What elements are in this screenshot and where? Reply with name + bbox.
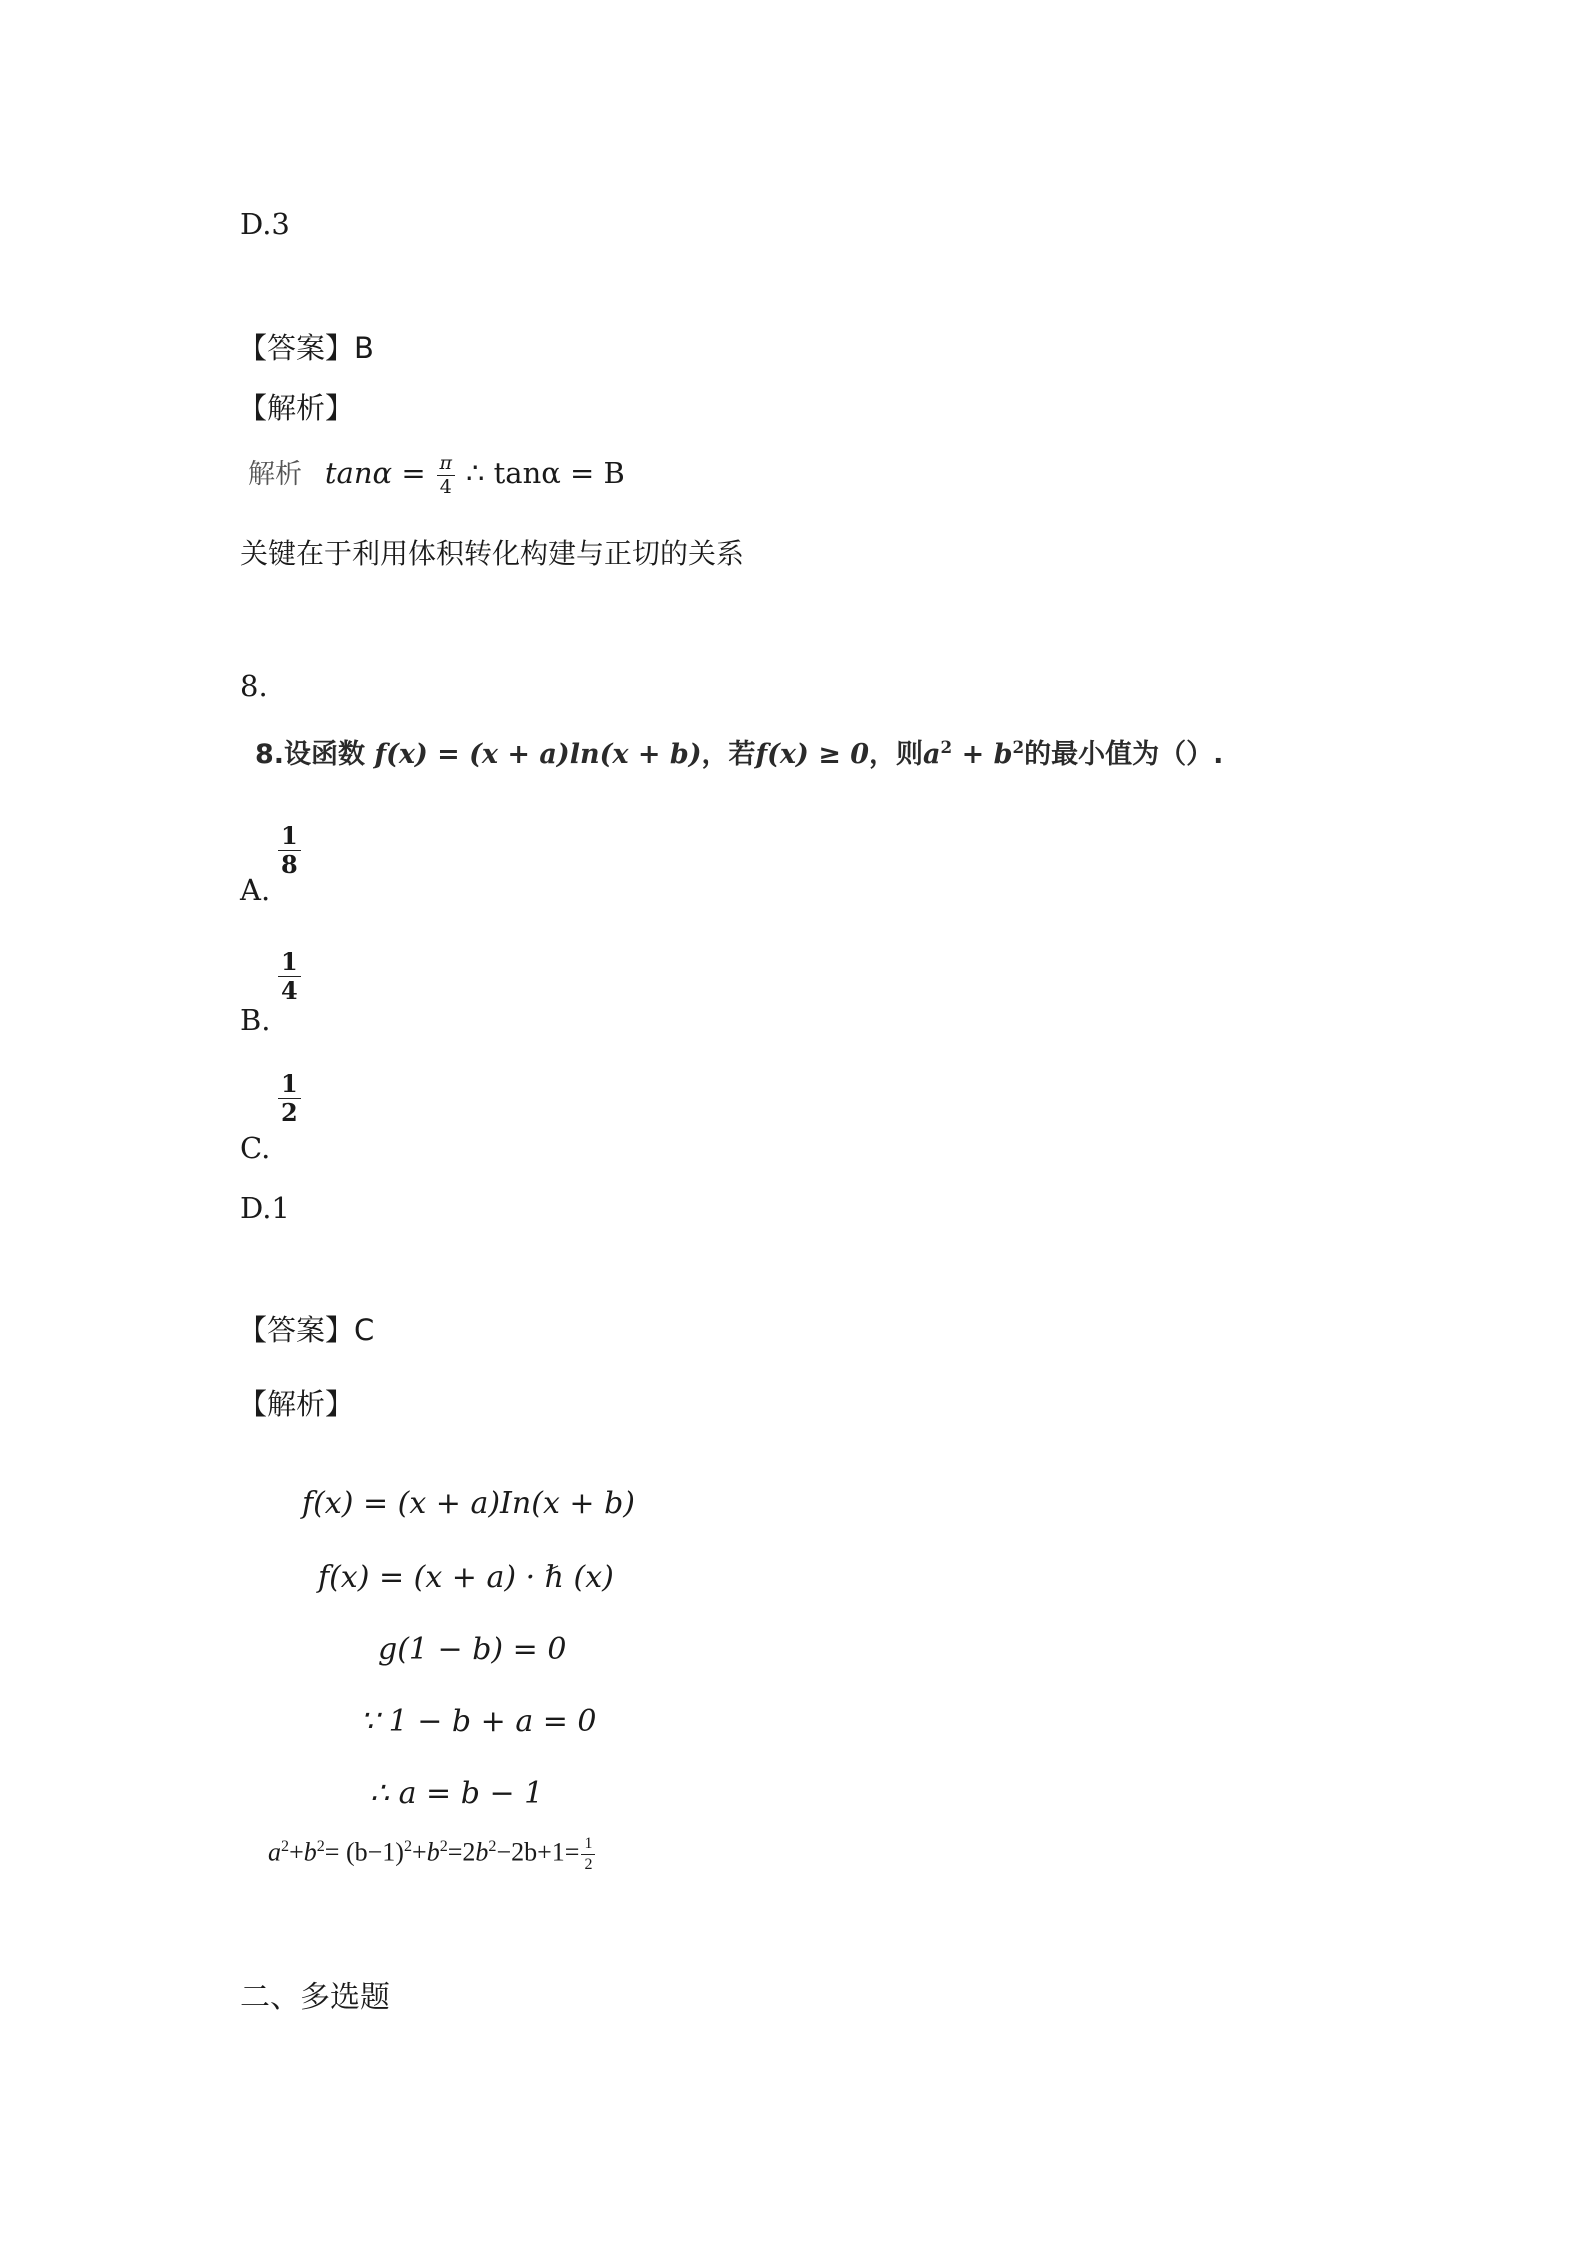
- q8-stem-mid2: ，则: [869, 739, 924, 770]
- q8-final-b2: b: [426, 1837, 440, 1867]
- q8-final-fraction: [581, 1836, 595, 1873]
- q8-final-num: 1: [581, 1836, 595, 1855]
- q8-analysis-label: 【解析】: [238, 1387, 355, 1421]
- q7-analysis-prefix: 解析: [248, 459, 302, 490]
- q7-answer-label: 【答案】B: [238, 331, 374, 365]
- q7-note: 关键在于利用体积转化构建与正切的关系: [240, 537, 745, 570]
- q7-option-d: D.3: [240, 207, 290, 241]
- q8-option-c-letter: C.: [240, 1131, 271, 1165]
- q8-stem-func: f(x) = (x + a)ln(x + b): [374, 739, 702, 770]
- q8-option-a-letter: A.: [240, 873, 271, 907]
- q8-final-p2: +: [412, 1837, 427, 1867]
- q8-final-p1: +: [289, 1837, 304, 1867]
- q8-step-1: f(x) = (x + a)In(x + b): [302, 1486, 635, 1521]
- q8-option-d: D.1: [240, 1191, 290, 1225]
- q7-eq-fraction: [437, 454, 456, 497]
- q7-analysis-equation: [248, 452, 625, 497]
- q8-stem: [255, 732, 1223, 771]
- q8-final-a: a: [268, 1837, 281, 1867]
- q8-stem-lead: 8.设函数: [255, 739, 366, 770]
- q8-option-c-fraction: [276, 1069, 303, 1127]
- q7-eq-lhs: tanα =: [324, 456, 426, 490]
- section-heading: 二、多选题: [240, 1980, 390, 2015]
- q8-stem-sq1: 2: [940, 736, 953, 757]
- q8-option-c-num: 1: [278, 1072, 301, 1099]
- q8-final-sq1: 2: [281, 1837, 290, 1855]
- q7-analysis-label: 【解析】: [238, 391, 355, 425]
- q8-option-b-num: 1: [278, 950, 301, 977]
- q7-eq-rhs: ∴ tanα = B: [465, 456, 625, 490]
- q8-stem-tail: 的最小值为（）.: [1024, 739, 1224, 770]
- q8-final-b: b: [303, 1837, 317, 1867]
- q8-stem-sq2: 2: [1012, 736, 1025, 757]
- q8-final-b3: b: [475, 1837, 489, 1867]
- q8-option-a-den: 8: [281, 850, 298, 879]
- q8-final-eq2: =2: [447, 1837, 476, 1867]
- q8-option-a-fraction: [276, 821, 303, 879]
- q8-stem-b: b: [993, 739, 1013, 770]
- q8-option-b-den: 4: [281, 976, 298, 1005]
- q8-stem-mid: ，若: [701, 739, 756, 770]
- q8-stem-plus: +: [952, 739, 994, 770]
- q8-option-a-num: 1: [278, 824, 301, 851]
- q8-final-eq1: = (b−1): [324, 1837, 404, 1867]
- q8-final-sq5: 2: [488, 1837, 497, 1855]
- q8-option-b-letter: B.: [240, 1003, 271, 1037]
- q8-final-sq2: 2: [316, 1837, 325, 1855]
- q8-step-4: ∵ 1 − b + a = 0: [360, 1704, 597, 1739]
- q8-stem-cond: f(x) ≥ 0: [755, 739, 870, 770]
- q7-eq-pi: π: [437, 454, 456, 476]
- q8-final-sq3: 2: [403, 1837, 413, 1855]
- q8-option-c-den: 2: [281, 1098, 298, 1127]
- q8-answer-label: 【答案】C: [238, 1313, 375, 1347]
- q8-final-sq4: 2: [439, 1837, 448, 1855]
- q8-step-3: g(1 − b) = 0: [378, 1632, 567, 1667]
- q8-step-5: ∴ a = b − 1: [370, 1776, 544, 1811]
- q7-eq-four: 4: [439, 476, 452, 498]
- q8-final-rest: −2b+1=: [496, 1837, 580, 1867]
- q8-step-2: f(x) = (x + a) · ℏ (x): [318, 1560, 614, 1595]
- q8-stem-a: a: [923, 739, 941, 770]
- q8-option-b-fraction: [276, 947, 303, 1005]
- q8-final-den: 2: [584, 1856, 593, 1873]
- q8-final-equation: [268, 1836, 597, 1873]
- q8-number: 8.: [240, 669, 268, 703]
